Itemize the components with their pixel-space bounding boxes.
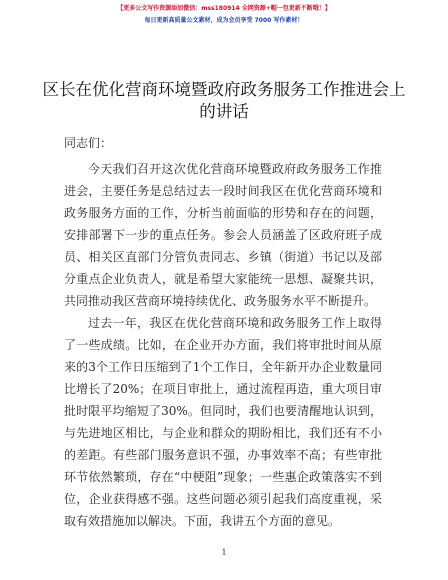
page-number: 1 <box>221 548 227 557</box>
document-title: 区长在优化营商环境暨政府政务服务工作推进会上的讲话 <box>42 80 406 121</box>
promo-banner-line-1: 【更多公文写作资源添加微信：mss180914 全网资源+帽一包更新不断哦！】 <box>117 5 331 12</box>
body-paragraph-1: 今天我们召开这次优化营商环境暨政府政务服务工作推进会，主要任务是总结过去一段时间我区在优化营商环境和政务服务方面的工作，分析当前面临的形势和存在的问题，安排部署下一步的重点任务。参会人员涵盖了区政府班子成员、相关区直部门分管负责同志、乡镇（街道）书记以及部分重点企业负责人，就是希望大家能统一思想、凝聚共识，共同推动我区营商环境持续优化、政务服务水平不断提升。 <box>64 162 382 308</box>
salutation: 同志们： <box>64 136 113 150</box>
promo-banner-line-2: 每日更新高质量公文素材，成为会员享受 7000 写作素材！ <box>144 17 304 24</box>
document-body <box>64 132 382 532</box>
body-paragraph-2: 过去一年，我区在优化营商环境和政务服务工作上取得了一些成绩。比如，在企业开办方面，我们将审批时间从原来的3个工作日压缩到了1个工作日，全年新开办企业数量同比增长了20%；在项目审批上，通过流程再造，重大项目审批时限平均缩短了30%。但同时，我们也要清醒地认识到，与先进地区相比，与企业和群众的期盼相比，我们还有不小的差距。有些部门服务意识不强，办事效率不高；有些审批环节依然繁琐，存在“中梗阻”现象；一些惠企政策落实不到位，企业获得感不强。这些问题必须引起我们高度重视，采取有效措施加以解决。下面，我讲五个方面的意见。 <box>64 316 382 528</box>
promo-banner <box>0 3 448 27</box>
